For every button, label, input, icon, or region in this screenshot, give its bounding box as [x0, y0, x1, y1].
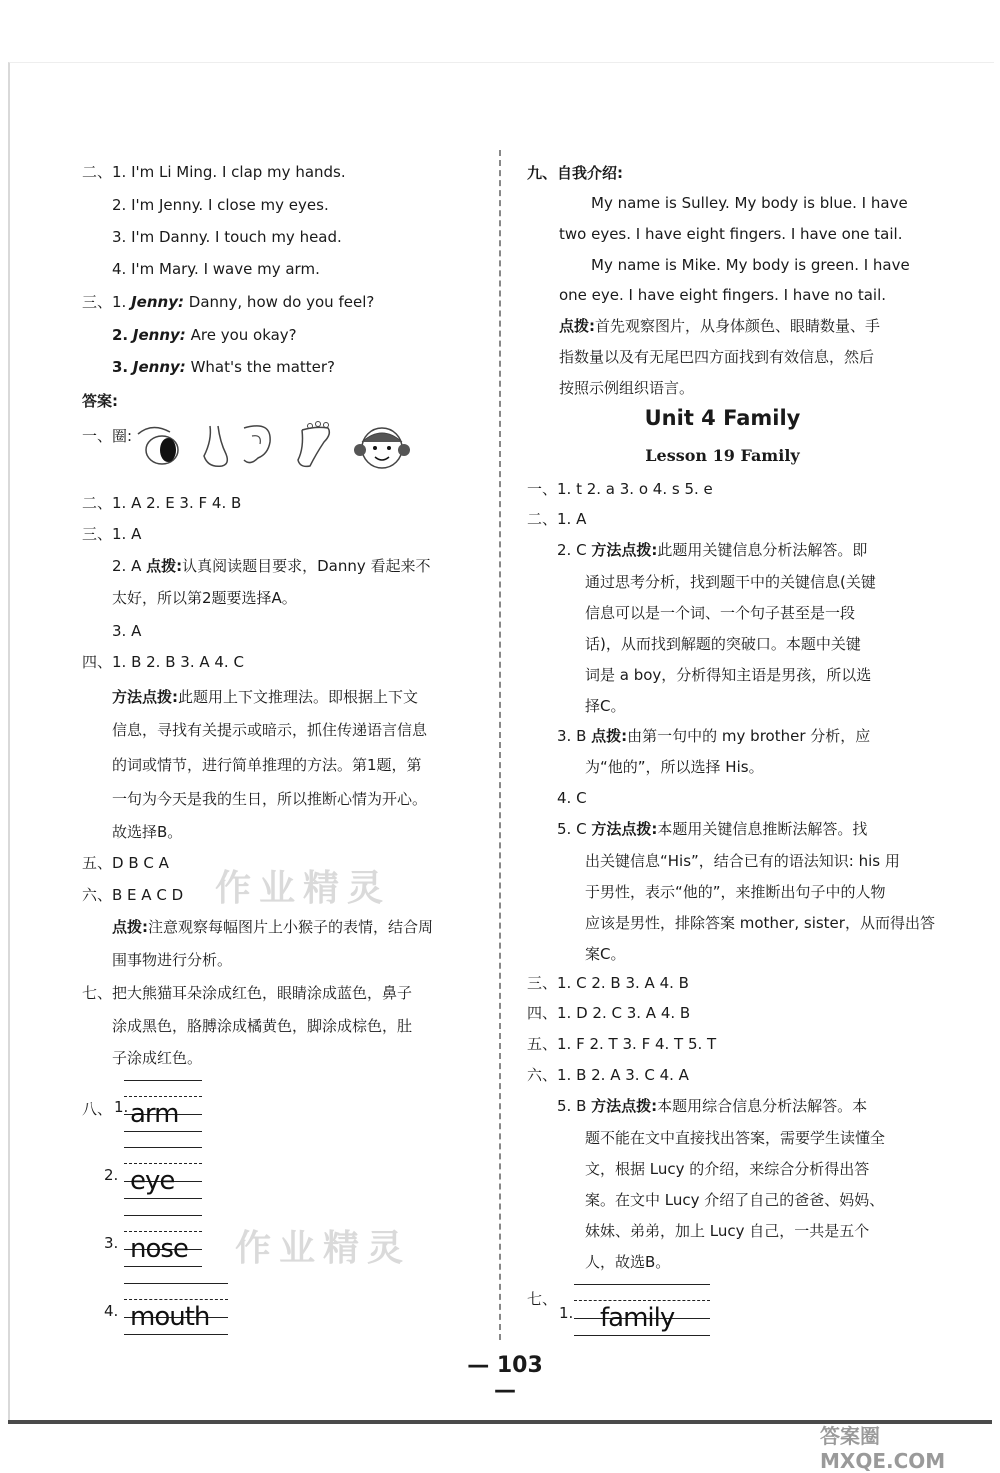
s9-tip-l2: 指数量以及有无尾巴四方面找到有效信息，然后 — [559, 348, 875, 366]
handwriting-nose — [124, 1215, 202, 1267]
s3-q3-text: What's the matter? — [190, 358, 336, 376]
r2-1: 二、1. A — [527, 510, 587, 528]
q-num: 5. B — [557, 1097, 587, 1115]
tip-label: 方法点拨: — [591, 820, 658, 838]
tip-text: 本题用关键信息推断法解答。找 — [657, 820, 868, 838]
a8-num-4: 4. — [104, 1302, 119, 1320]
tip-text: 首先观察图片，从身体颜色、眼睛数量、手 — [595, 317, 881, 335]
nose-icon — [204, 426, 227, 466]
tip-label: 方法点拨: — [591, 541, 658, 559]
r6-5-l5: 妹妹、弟弟，加上 Lucy 自己，一共是五个 — [585, 1222, 870, 1240]
tip-text: 此题用上下文推理法。即根据上下文 — [178, 688, 419, 706]
r7-prefix: 七、 — [527, 1290, 558, 1308]
r2-3 — [557, 726, 870, 746]
s9-p1-l2: two eyes. I have eight fingers. I have one tail. — [559, 225, 903, 243]
corner-watermark: 答案圈 MXQE.COM — [820, 1424, 946, 1473]
q-num: 2. C — [557, 541, 587, 559]
tip-text: 此题用关键信息分析法解答。即 — [657, 541, 868, 559]
word: arm — [130, 1099, 179, 1129]
a4-text3: 的词或情节，进行简单推理的方法。第1题，第 — [112, 756, 422, 774]
q-num: 3. B — [557, 727, 587, 745]
a6-tip — [112, 917, 433, 937]
a5: 五、D B C A — [82, 854, 169, 872]
r7-num-1: 1. — [559, 1304, 574, 1322]
a4-text4: 一句为今天是我的生日，所以推断心情为开心。 — [112, 790, 428, 808]
s9-p2-l1: My name is Mike. My body is green. I have — [591, 256, 910, 274]
a4: 四、1. B 2. B 3. A 4. C — [82, 653, 244, 671]
speaker: Jenny: — [132, 358, 186, 376]
tip-text: 注意观察每幅图片上小猴子的表情，结合周 — [148, 918, 434, 936]
q-num: 2. — [112, 326, 129, 344]
q-num: 3. — [112, 358, 129, 376]
a7-3: 子涂成红色。 — [112, 1049, 203, 1067]
r2-2-l2: 通过思考分析，找到题干中的关键信息(关键 — [585, 573, 876, 591]
s3-q1 — [82, 292, 374, 312]
s3-q2-text: Are you okay? — [190, 326, 297, 344]
word: nose — [130, 1234, 188, 1264]
r6-5-l6: 人，故选B。 — [585, 1253, 671, 1271]
a4-tip — [112, 687, 418, 707]
girl-face-icon — [354, 428, 410, 468]
tip-text: 认真阅读题目要求，Danny 看起来不 — [182, 557, 431, 575]
s2-q4: 4. I'm Mary. I wave my arm. — [112, 260, 320, 278]
r2-2-l6: 择C。 — [585, 697, 626, 715]
word: mouth — [130, 1302, 210, 1332]
s3-q1-text: Danny, how do you feel? — [188, 293, 375, 311]
page-number: — 103 — — [467, 1353, 543, 1403]
r6-5-l4: 案。在文中 Lucy 介绍了自己的爸爸、妈妈、 — [585, 1191, 885, 1209]
a6: 六、B E A C D — [82, 886, 184, 904]
ear-icon — [244, 426, 270, 463]
s3-prefix: 三、1. — [82, 293, 127, 311]
word: family — [600, 1303, 675, 1333]
s2-q3: 3. I'm Danny. I touch my head. — [112, 228, 342, 246]
column-divider — [499, 150, 501, 1340]
unit-title: Unit 4 Family — [644, 406, 801, 430]
s9-p1-l1: My name is Sulley. My body is blue. I have — [591, 194, 908, 212]
r6-5-l2: 题不能在文中直接找出答案，需要学生读懂全 — [585, 1129, 886, 1147]
a7-2: 涂成黑色，胳膊涂成橘黄色，脚涂成棕色，肚 — [112, 1017, 413, 1035]
s2-q2: 2. I'm Jenny. I close my eyes. — [112, 196, 329, 214]
a8-num-2: 2. — [104, 1166, 119, 1184]
a3-3: 3. A — [112, 622, 142, 640]
s9-title: 九、自我介绍: — [527, 164, 623, 182]
handwriting-eye — [124, 1147, 202, 1199]
r2-5-l2: 出关键信息“His”，结合已有的语法知识: his 用 — [585, 852, 900, 870]
r2-3-l2: 为“他的”，所以选择 His。 — [585, 758, 764, 776]
a8-prefix: 八、 — [82, 1100, 113, 1118]
s2-q1: 二、1. I'm Li Ming. I clap my hands. — [82, 163, 346, 181]
tip-label: 点拨: — [112, 918, 148, 936]
handwriting-family — [574, 1284, 710, 1336]
r6: 六、1. B 2. A 3. C 4. A — [527, 1066, 689, 1084]
tip-text: 本题用综合信息分析法解答。本 — [657, 1097, 868, 1115]
r2-4: 4. C — [557, 789, 587, 807]
a3-1: 三、1. A — [82, 525, 142, 543]
q-num: 5. C — [557, 820, 587, 838]
eye-icon — [138, 427, 178, 464]
lesson-title: Lesson 19 Family — [645, 446, 800, 465]
tip-label: 点拨: — [146, 557, 183, 575]
r2-5-l5: 案C。 — [585, 945, 626, 963]
a3-2-cont: 太好，所以第2题要选择A。 — [112, 589, 297, 607]
a4-text2: 信息，寻找有关提示或暗示，抓住传递语言信息 — [112, 721, 428, 739]
watermark: 作业精灵 — [215, 867, 392, 909]
r2-2-l3: 信息可以是一个词、一个句子甚至是一段 — [585, 604, 856, 622]
tip-label: 点拨: — [559, 317, 595, 335]
r2-5 — [557, 819, 867, 839]
tip-label: 方法点拨: — [112, 688, 178, 706]
a3-2 — [112, 556, 431, 576]
q-num: 2. A — [112, 557, 142, 575]
r5: 五、1. F 2. T 3. F 4. T 5. T — [527, 1035, 717, 1053]
r2-2 — [557, 540, 867, 560]
a4-text5: 故选择B。 — [112, 823, 183, 841]
r3: 三、1. C 2. B 3. A 4. B — [527, 974, 689, 992]
speaker: Jenny: — [131, 293, 184, 311]
r2-5-l3: 于男性，表示“他的”，来推断出句子中的人物 — [585, 883, 886, 901]
tip-label: 点拨: — [591, 727, 628, 745]
handwriting-mouth — [124, 1283, 228, 1335]
s3-q2 — [112, 325, 297, 345]
r2-2-l5: 词是 a boy，分析得知主语是男孩，所以选 — [585, 666, 872, 684]
a8-num-3: 3. — [104, 1234, 119, 1252]
a7-1: 七、把大熊猫耳朵涂成红色，眼睛涂成蓝色，鼻子 — [82, 984, 413, 1002]
tip-text: 由第一句中的 my brother 分析，应 — [627, 727, 871, 745]
answers-label: 答案: — [82, 392, 118, 410]
foot-icon — [298, 422, 329, 467]
a2: 二、1. A 2. E 3. F 4. B — [82, 494, 242, 512]
r2-2-l4: 话)，从而找到解题的突破口。本题中关键 — [585, 635, 861, 653]
s3-q3 — [112, 357, 335, 377]
a1: 一、圈: — [82, 427, 133, 445]
s9-tip — [559, 316, 880, 336]
s9-tip-l3: 按照示例组织语言。 — [559, 379, 695, 397]
r4: 四、1. D 2. C 3. A 4. B — [527, 1004, 691, 1022]
watermark: 作业精灵 — [235, 1227, 412, 1269]
handwriting-arm — [124, 1080, 202, 1132]
r6-5-l3: 文，根据 Lucy 的介绍，来综合分析得出答 — [585, 1160, 870, 1178]
word: eye — [130, 1166, 175, 1196]
a6-text2: 围事物进行分析。 — [112, 951, 233, 969]
r6-5 — [557, 1096, 867, 1116]
s9-p2-l2: one eye. I have eight fingers. I have no tail. — [559, 286, 887, 304]
r1: 一、1. t 2. a 3. o 4. s 5. e — [527, 480, 713, 498]
a8-num-1: 1. — [114, 1098, 129, 1116]
r2-5-l4: 应该是男性，排除答案 mother, sister，从而得出答 — [585, 914, 935, 932]
tip-label: 方法点拨: — [591, 1097, 658, 1115]
circled-icons — [132, 420, 418, 472]
speaker: Jenny: — [132, 326, 186, 344]
